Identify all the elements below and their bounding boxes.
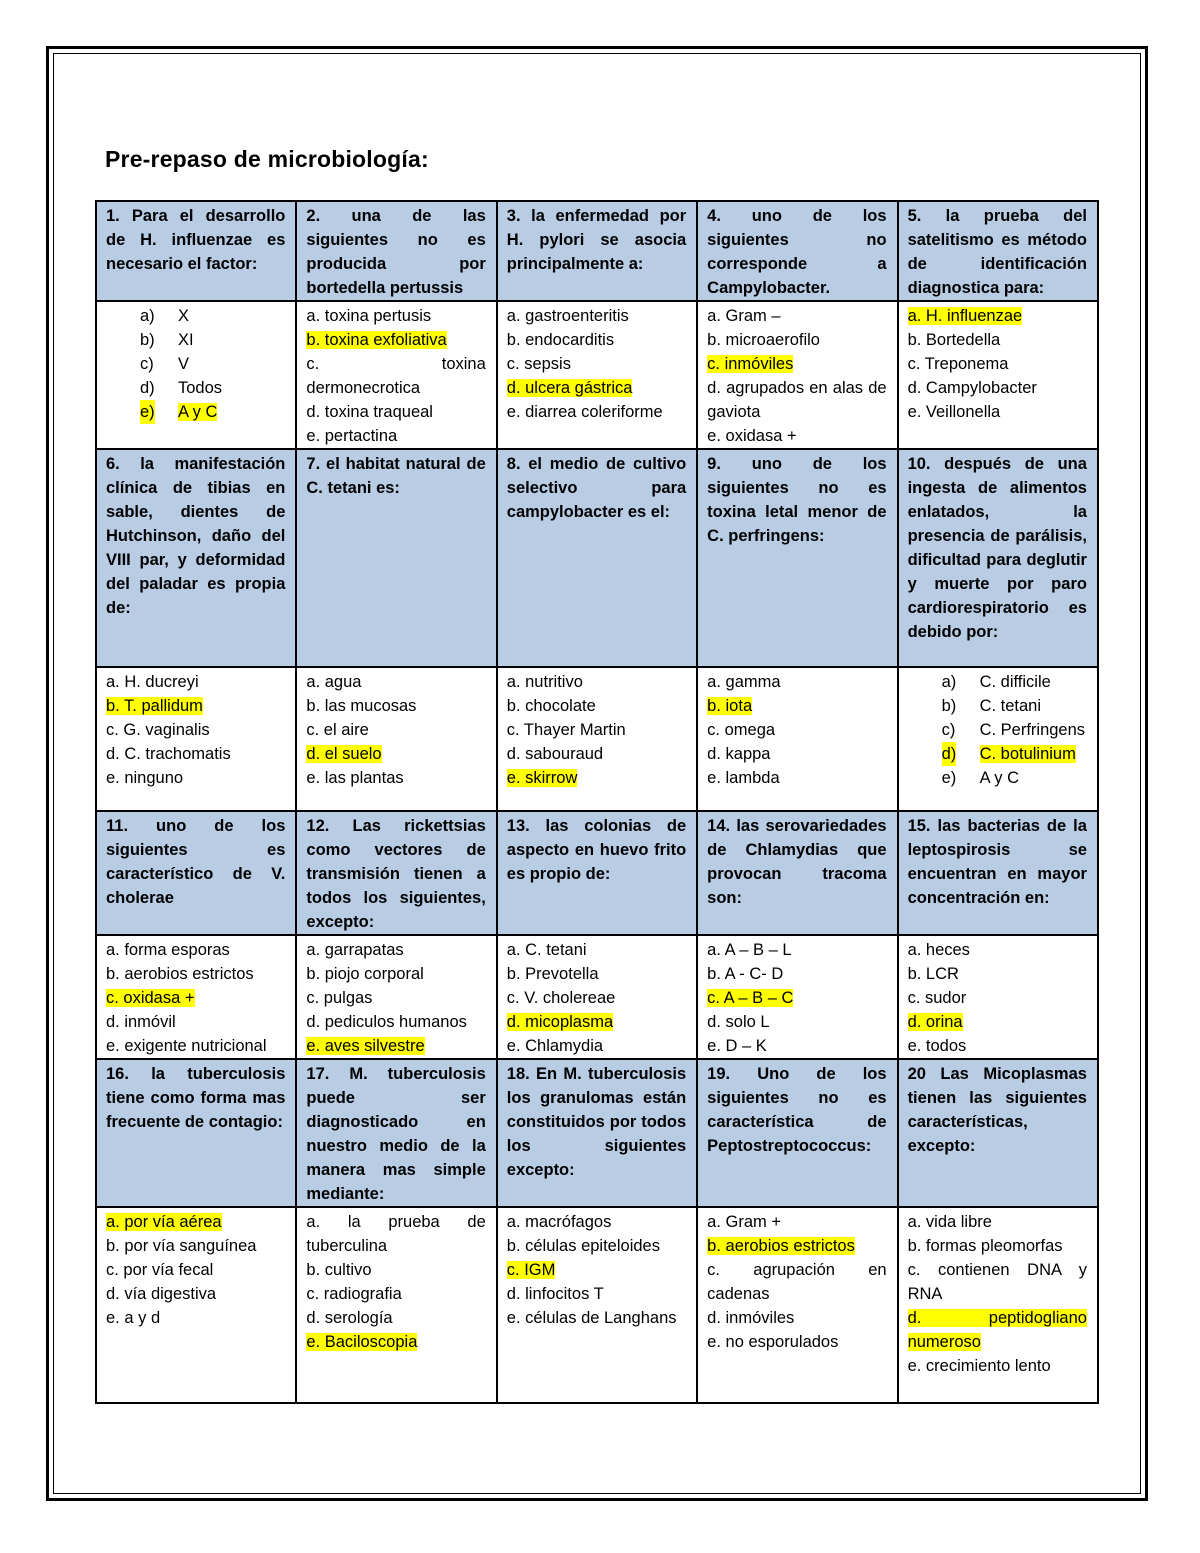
answer-option [106,1234,285,1258]
option-text: b. las mucosas [306,697,417,715]
answer-option [908,352,1087,376]
option-text: c. G. vaginalis [106,721,210,739]
correct-answer-text: A y C [178,403,218,421]
answer-option [306,938,485,962]
option-text: d. C. trachomatis [106,745,231,763]
option-text: a. gastroenteritis [506,307,629,325]
option-text: Todos [178,379,223,397]
question-cell: 6. la manifestación clínica de tibias en sable, dientes de Hutchinson, daño del VIII par, y deformidad del paladar es propia de: [96,449,296,667]
answer-option [507,1034,686,1058]
answer-option [306,718,485,742]
answer-option [507,1306,686,1330]
option-text: A y C [979,769,1019,787]
correct-answer-text: e. skirrow [506,769,578,787]
option-text: d. agrupados en alas de gaviota [707,379,887,421]
question-cell: 4. uno de los siguientes no corresponde a Campylobacter. [697,201,897,301]
answer-row [96,935,1098,1059]
option-text: c. sudor [907,989,967,1007]
answer-option [908,1010,1087,1034]
correct-answer-text: c. inmóviles [707,355,794,373]
correct-answer-text: d. micoplasma [506,1013,614,1031]
answer-option [707,1306,886,1330]
answer-option [507,766,686,790]
answer-option [707,962,886,986]
answer-option [306,328,485,352]
answer-option [507,694,686,718]
answer-cell [697,935,897,1059]
option-text: e. no esporulados [707,1333,839,1351]
answer-option [306,424,485,448]
option-label: a) [941,673,957,691]
answer-option [507,328,686,352]
option-text: a. macrófagos [506,1213,612,1231]
option-text: a. forma esporas [106,941,230,959]
answer-option [306,1034,485,1058]
answer-cell [96,667,296,811]
answer-option [306,766,485,790]
option-text: b. LCR [907,965,959,983]
answer-row [96,1207,1098,1403]
answer-option [507,1210,686,1234]
answer-cell [497,935,697,1059]
option-text: a. C. tetani [506,941,587,959]
answer-option [106,1258,285,1282]
answer-option [707,938,886,962]
question-cell: 13. las colonias de aspecto en huevo frito es propio de: [497,811,697,935]
answer-option [707,1330,886,1354]
answer-option [306,352,485,400]
question-cell: 19. Uno de los siguientes no es característica de Peptostreptococcus: [697,1059,897,1207]
option-text: c. Treponema [907,355,1009,373]
option-text: b. células epiteloides [506,1237,660,1255]
answer-option [106,986,285,1010]
answer-cell [697,667,897,811]
option-text: e. exigente nutricional [106,1037,267,1055]
answer-option [707,1034,886,1058]
question-cell: 5. la prueba del satelitismo es método de identificación diagnostica para: [898,201,1098,301]
option-text: C. tetani [979,697,1042,715]
answer-cell [96,1207,296,1403]
option-text: a. vida libre [907,1213,992,1231]
question-cell: 7. el habitat natural de C. tetani es: [296,449,496,667]
question-cell: 9. uno de los siguientes no es toxina letal menor de C. perfringens: [697,449,897,667]
answer-option [908,986,1087,1010]
correct-answer-text: c. A – B – C [707,989,794,1007]
option-text: C. Perfringens [979,721,1086,739]
option-text: XI [178,331,194,349]
answer-option [507,1234,686,1258]
answer-cell [296,1207,496,1403]
answer-option [106,376,285,400]
answer-option [507,352,686,376]
option-text: e. todos [907,1037,967,1055]
option-text: b. Prevotella [506,965,599,983]
question-cell: 3. la enfermedad por H. pylori se asocia principalmente a: [497,201,697,301]
option-text: a. H. ducreyi [106,673,199,691]
option-text: e. ninguno [106,769,184,787]
question-cell: 1. Para el desarrollo de H. influenzae es necesario el factor: [96,201,296,301]
answer-option [707,328,886,352]
option-text: a. toxina pertusis [306,307,432,325]
option-text: d. sabouraud [506,745,604,763]
answer-option [306,962,485,986]
option-text: b. endocarditis [506,331,615,349]
answer-option [106,718,285,742]
answer-row [96,301,1098,449]
option-text: b. cultivo [306,1261,372,1279]
answer-option [306,1258,485,1282]
answer-option [707,766,886,790]
answer-option [707,376,886,424]
option-text: a. heces [907,941,970,959]
question-cell: 16. la tuberculosis tiene como forma mas frecuente de contagio: [96,1059,296,1207]
option-text: a. gamma [707,673,781,691]
answer-option [306,670,485,694]
option-text: e. diarrea coleriforme [506,403,663,421]
answer-option [106,938,285,962]
answer-option [908,1258,1087,1306]
answer-option [507,962,686,986]
option-text: c. agrupación en cadenas [707,1261,887,1303]
correct-answer-text: C. botulinium [979,745,1076,763]
answer-option [507,1010,686,1034]
option-text: e. pertactina [306,427,398,445]
option-text: X [178,307,190,325]
answer-option [507,400,686,424]
option-text: c. toxina dermonecrotica [306,355,486,397]
option-text: d. inmóvil [106,1013,176,1031]
answer-option [306,986,485,1010]
question-row [96,1059,1098,1207]
option-text: e. crecimiento lento [907,1357,1051,1375]
correct-answer-text: e. aves silvestre [306,1037,425,1055]
answer-cell [898,667,1098,811]
answer-option [707,1210,886,1234]
option-text: a. Gram – [707,307,781,325]
answer-option [707,1234,886,1258]
option-label: e) [140,400,155,424]
option-text: d. vía digestiva [106,1285,217,1303]
option-label: c) [941,721,956,739]
option-text: c. Thayer Martin [506,721,626,739]
option-text: d. kappa [707,745,771,763]
answer-option [707,1010,886,1034]
option-text: C. difficile [979,673,1051,691]
question-cell: 20 Las Micoplasmas tienen las siguientes características, excepto: [898,1059,1098,1207]
answer-option [306,1282,485,1306]
answer-option [106,962,285,986]
answer-option [707,424,886,448]
option-label: e) [941,769,957,787]
answer-option [908,304,1087,328]
answer-option [908,670,1087,694]
answer-option [106,1210,285,1234]
answer-option [306,694,485,718]
correct-answer-text: b. toxina exfoliativa [306,331,447,349]
option-text: e. las plantas [306,769,404,787]
option-label: b) [941,697,957,715]
option-text: b. A - C- D [707,965,784,983]
answer-cell [898,1207,1098,1403]
option-text: d. linfocitos T [506,1285,604,1303]
answer-option [106,1306,285,1330]
answer-option [306,304,485,328]
question-row [96,811,1098,935]
option-text: d. Campylobacter [907,379,1037,397]
answer-option [908,1210,1087,1234]
answer-option [106,1010,285,1034]
option-text: e. oxidasa + [707,427,797,445]
option-text: a. agua [306,673,362,691]
answer-option [507,1282,686,1306]
answer-option [507,938,686,962]
answer-option [106,352,285,376]
answer-cell [296,935,496,1059]
answer-option [908,1354,1087,1378]
option-label: b) [140,331,155,349]
question-cell: 14. las serovariedades de Chlamydias que provocan tracoma son: [697,811,897,935]
answer-option [707,352,886,376]
option-text: a. garrapatas [306,941,404,959]
answer-cell [697,1207,897,1403]
option-text: V [178,355,190,373]
option-text: a. la prueba de tuberculina [306,1213,486,1255]
answer-option [106,742,285,766]
answer-cell [898,935,1098,1059]
option-label: d) [140,379,155,397]
answer-row [96,667,1098,811]
option-text: c. omega [707,721,776,739]
answer-option [908,718,1087,742]
option-text: e. D – K [707,1037,767,1055]
answer-option [106,400,285,424]
question-cell: 12. Las rickettsias como vectores de transmisión tienen a todos los siguientes, excepto: [296,811,496,935]
correct-answer-text: c. IGM [506,1261,556,1279]
correct-answer-text: d. orina [907,1013,963,1031]
correct-answer-text: a. H. influenzae [907,307,1023,325]
option-text: c. V. cholereae [506,989,616,1007]
option-text: e. Veillonella [907,403,1001,421]
option-text: c. por vía fecal [106,1261,214,1279]
answer-option [507,742,686,766]
answer-cell [497,1207,697,1403]
question-cell: 10. después de una ingesta de alimentos enlatados, la presencia de parálisis, dificultad para deglutir y muerte por paro cardiorespiratorio es debido por: [898,449,1098,667]
answer-option [106,766,285,790]
correct-answer-text: b. iota [707,697,753,715]
option-text: c. sepsis [506,355,571,373]
option-text: e. células de Langhans [506,1309,677,1327]
answer-option [908,962,1087,986]
answer-option [507,376,686,400]
correct-answer-text: e. Baciloscopia [306,1333,418,1351]
option-text: b. chocolate [506,697,596,715]
option-text: e. lambda [707,769,780,787]
answer-cell [296,667,496,811]
option-text: d. serología [306,1309,393,1327]
question-row [96,201,1098,301]
question-cell: 15. las bacterias de la leptospirosis se encuentran en mayor concentración en: [898,811,1098,935]
option-text: a. Gram + [707,1213,781,1231]
option-text: c. contienen DNA y RNA [907,1261,1087,1303]
answer-option [908,938,1087,962]
answer-option [908,400,1087,424]
answer-cell [296,301,496,449]
answer-option [306,1010,485,1034]
correct-answer-text: d. el suelo [306,745,382,763]
option-text: d. toxina traqueal [306,403,433,421]
answer-option [106,694,285,718]
answer-option [908,1306,1087,1354]
answer-option [908,1034,1087,1058]
option-text: d. solo L [707,1013,770,1031]
answer-option [908,1234,1087,1258]
answer-option [306,742,485,766]
answer-option [507,986,686,1010]
answer-option [106,328,285,352]
answer-cell [96,301,296,449]
option-text: d. pediculos humanos [306,1013,467,1031]
correct-answer-text: a. por vía aérea [106,1213,222,1231]
correct-answer-text: d. peptidogliano numeroso [907,1309,1087,1351]
answer-option [306,1330,485,1354]
answer-option [306,400,485,424]
answer-option [707,1258,886,1306]
answer-cell [898,301,1098,449]
option-text: b. formas pleomorfas [907,1237,1063,1255]
quiz-table [95,200,1099,1404]
question-cell: 18. En M. tuberculosis los granulomas están constituidos por todos los siguientes excepto: [497,1059,697,1207]
option-text: d. inmóviles [707,1309,795,1327]
option-text: c. pulgas [306,989,373,1007]
answer-option [507,304,686,328]
answer-cell [497,301,697,449]
answer-option [707,718,886,742]
answer-option [707,742,886,766]
page-title: Pre-repaso de microbiología: [105,146,429,172]
option-text: b. piojo corporal [306,965,424,983]
answer-option [306,1306,485,1330]
answer-cell [497,667,697,811]
option-text: a. nutritivo [506,673,583,691]
answer-option [908,694,1087,718]
answer-option [507,1258,686,1282]
question-cell: 17. M. tuberculosis puede ser diagnosticado en nuestro medio de la manera mas simple mediante: [296,1059,496,1207]
option-text: e. Chlamydia [506,1037,604,1055]
option-label: a) [140,307,155,325]
question-cell: 2. una de las siguientes no es producida por bortedella pertussis [296,201,496,301]
answer-option [908,742,1087,766]
answer-option [106,670,285,694]
answer-option [507,718,686,742]
answer-option [106,1282,285,1306]
answer-option [707,694,886,718]
option-text: b. microaerofilo [707,331,820,349]
question-row [96,449,1098,667]
question-cell: 11. uno de los siguientes es característico de V. cholerae [96,811,296,935]
answer-option [908,328,1087,352]
option-label: d) [942,742,957,766]
option-text: b. aerobios estrictos [106,965,254,983]
answer-option [908,766,1087,790]
correct-answer-text: d. ulcera gástrica [506,379,633,397]
answer-option [507,670,686,694]
answer-cell [697,301,897,449]
question-cell: 8. el medio de cultivo selectivo para campylobacter es el: [497,449,697,667]
correct-answer-text: c. oxidasa + [106,989,195,1007]
option-text: b. Bortedella [907,331,1001,349]
option-text: b. por vía sanguínea [106,1237,257,1255]
answer-cell [96,935,296,1059]
answer-option [106,1034,285,1058]
answer-option [908,376,1087,400]
option-label: c) [140,355,154,373]
correct-answer-text: b. aerobios estrictos [707,1237,855,1255]
option-text: e. a y d [106,1309,161,1327]
answer-option [306,1210,485,1258]
option-text: a. A – B – L [707,941,792,959]
answer-option [707,986,886,1010]
answer-option [707,670,886,694]
answer-option [707,304,886,328]
correct-answer-text: b. T. pallidum [106,697,203,715]
answer-option [106,304,285,328]
option-text: c. radiografia [306,1285,402,1303]
option-text: c. el aire [306,721,369,739]
